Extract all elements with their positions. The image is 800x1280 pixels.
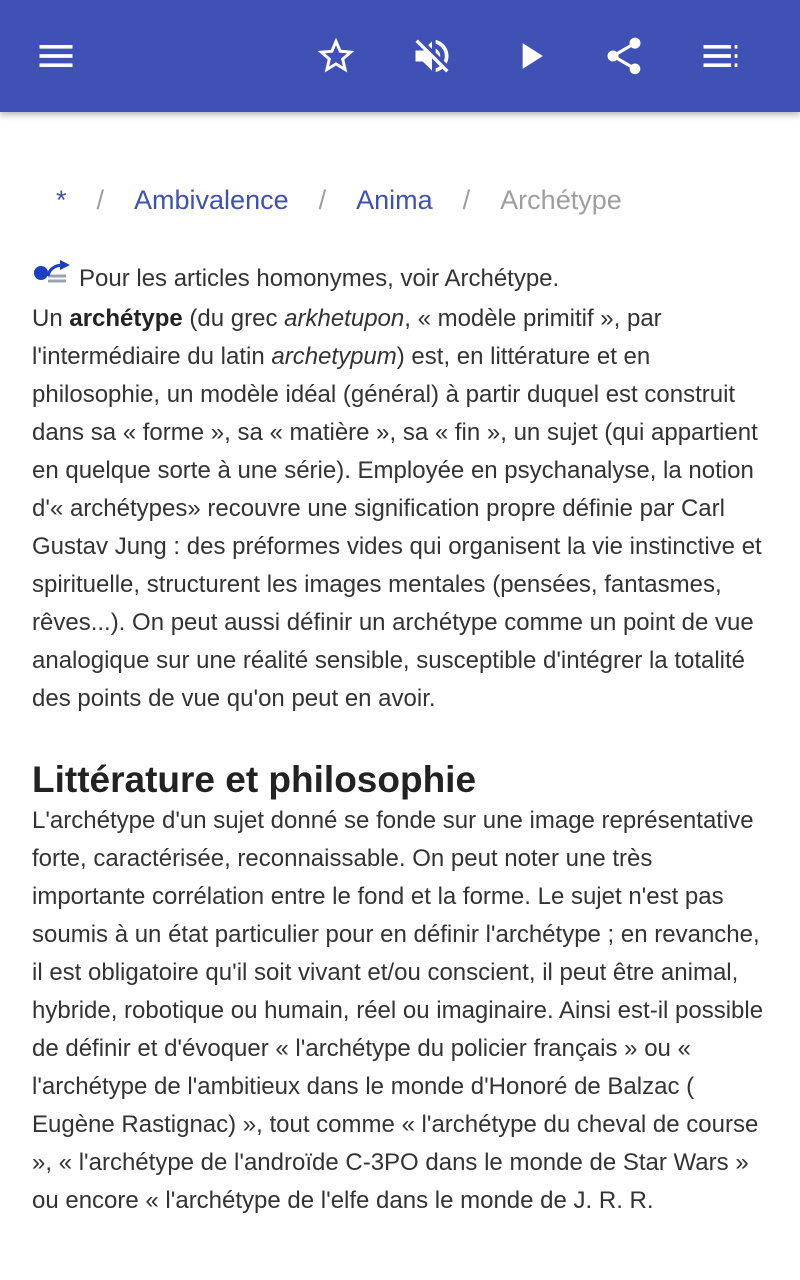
menu-icon <box>34 34 78 78</box>
star-icon <box>314 34 358 78</box>
play-icon <box>508 34 552 78</box>
menu-button[interactable] <box>24 24 88 88</box>
breadcrumb-separator: / <box>462 184 471 215</box>
share-button[interactable] <box>592 24 656 88</box>
disambiguation-icon <box>32 258 72 288</box>
term-bold: archétype <box>69 305 183 332</box>
volume-off-icon <box>410 34 454 78</box>
hatnote <box>32 258 768 300</box>
breadcrumb-item-anima[interactable]: Anima <box>356 184 433 215</box>
playlist-icon <box>698 34 742 78</box>
app-bar <box>0 0 800 112</box>
section-heading: Littérature et philosophie <box>32 759 477 800</box>
hatnote-text: Pour les articles homonymes, voir Archétype. <box>79 265 560 292</box>
intro-text: , « modèle primitif », par l'intermédiaire du latin <box>32 305 662 370</box>
mute-button[interactable] <box>400 24 464 88</box>
article-content <box>32 258 768 1220</box>
intro-paragraph <box>32 300 768 718</box>
intro-text: Un <box>32 305 70 332</box>
breadcrumb <box>56 178 622 222</box>
term-italic: arkhetupon <box>284 305 405 332</box>
breadcrumb-separator: / <box>318 184 327 215</box>
intro-text: ) est, en littérature et en philosophie, un modèle idéal (général) à partir duquel est construit dans sa « forme », sa « matière », sa « fin », un sujet (qui appartient en quelque sorte à une série). Employée en psychanalyse, la notion d'« archétypes» recouvre une signification propre définie par Carl Gustav Jung : des préformes vides qui organisent la vie instinctive et spirituelle, structurent les images mentales (pensées, fantasmes, rêves...). On peut aussi définir un archétype comme un point de vue analogique sur une réalité sensible, susceptible d'intégrer la totalité des points de vue qu'on peut en avoir. <box>32 343 762 712</box>
table-of-contents-button[interactable] <box>688 24 752 88</box>
share-icon <box>602 34 646 78</box>
section-paragraph: L'archétype d'un sujet donné se fonde sur une image représentative forte, caractérisée, reconnaissable. On peut noter une très importante corrélation entre le fond et la forme. Le sujet n'est pas soumis à un état particulier pour en définir l'archétype ; en revanche, il est obligatoire qu'il soit vivant et/ou conscient, il peut être animal, hybride, robotique ou humain, réel ou imaginaire. Ainsi est-il possible de définir et d'évoquer « l'archétype du policier français » ou « l'archétype de l'ambitieux dans le monde d'Honoré de Balzac ( Eugène Rastignac) », tout comme « l'archétype du cheval de course », « l'archétype de l'androïde C-3PO dans le monde de Star Wars » ou encore « l'archétype de l'elfe dans le monde de J. R. R. <box>32 807 764 1214</box>
term-italic: archetypum <box>271 343 397 370</box>
breadcrumb-current: Archétype <box>500 184 622 215</box>
breadcrumb-home[interactable]: * <box>56 184 67 215</box>
intro-text: (du grec <box>182 305 285 332</box>
breadcrumb-separator: / <box>96 184 105 215</box>
favorite-button[interactable] <box>304 24 368 88</box>
play-button[interactable] <box>498 24 562 88</box>
breadcrumb-item-ambivalence[interactable]: Ambivalence <box>134 184 289 215</box>
